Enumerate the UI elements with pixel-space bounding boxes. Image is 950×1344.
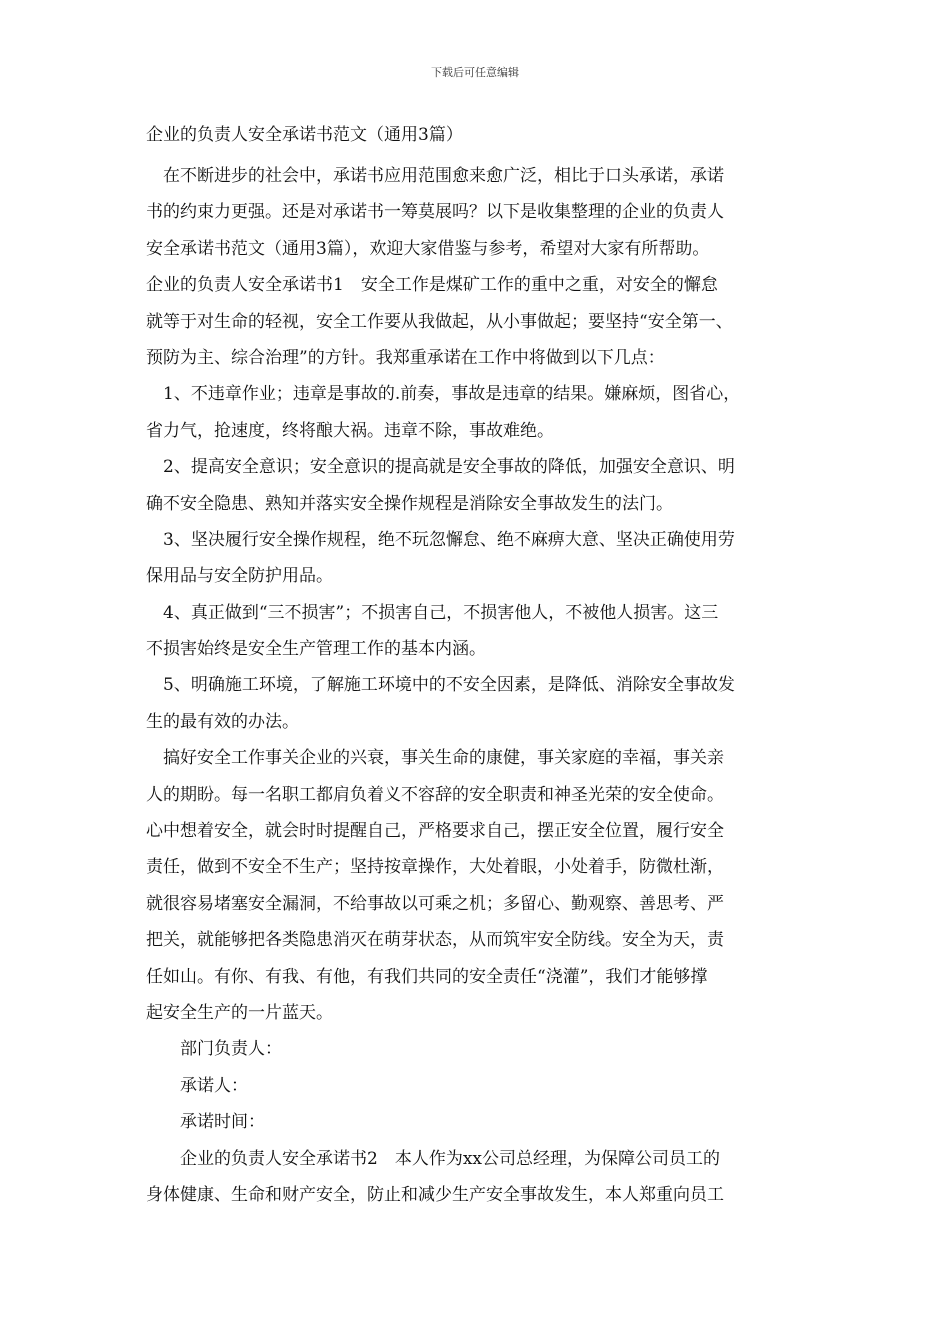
paragraph-line: 就很容易堵塞安全漏洞，不给事故以可乘之机；多留心、勤观察、善思考、严 <box>146 893 724 914</box>
list-item-line: 3、坚决履行安全操作规程，绝不玩忽懈怠、绝不麻痹大意、坚决正确使用劳 <box>163 529 735 550</box>
signature-date-label: 承诺时间： <box>180 1112 265 1133</box>
paragraph-line: 把关，就能够把各类隐患消灭在萌芽状态，从而筑牢安全防线。安全为天，责 <box>146 930 724 951</box>
paragraph-line: 就等于对生命的轻视，安全工作要从我做起，从小事做起；要坚持“安全第一、 <box>146 311 733 332</box>
paragraph-line: 心中想着安全，就会时时提醒自己，严格要求自己，摆正安全位置，履行安全 <box>146 821 724 842</box>
paragraph-line: 企业的负责人安全承诺书2 本人作为xx公司总经理，为保障公司员工的 <box>180 1148 720 1169</box>
page-header: 下载后可任意编辑 <box>431 66 519 79</box>
paragraph-line: 企业的负责人安全承诺书1 安全工作是煤矿工作的重中之重，对安全的懈怠 <box>146 275 718 296</box>
list-item-line: 4、真正做到“三不损害”；不损害自己，不损害他人，不被他人损害。这三 <box>163 602 719 623</box>
signature-promisor-label: 承诺人： <box>180 1075 248 1096</box>
list-item-line: 1、不违章作业；违章是事故的.前奏，事故是违章的结果。嫌麻烦，图省心， <box>163 384 741 405</box>
paragraph-line: 起安全生产的一片蓝天。 <box>146 1002 333 1023</box>
paragraph-line: 责任，做到不安全不生产；坚持按章操作，大处着眼，小处着手，防微杜渐， <box>146 857 724 878</box>
paragraph-line: 搞好安全工作事关企业的兴衰，事关生命的康健，事关家庭的幸福，事关亲 <box>163 748 724 769</box>
list-item-line: 省力气，抢速度，终将酿大祸。违章不除，事故难绝。 <box>146 420 554 441</box>
list-item-line: 2、提高安全意识；安全意识的提高就是安全事故的降低，加强安全意识、明 <box>163 457 735 478</box>
document-body <box>146 158 810 1213</box>
document-title: 企业的负责人安全承诺书范文（通用3篇） <box>146 125 463 145</box>
list-item-line: 生的最有效的办法。 <box>146 711 299 732</box>
paragraph-line: 在不断进步的社会中，承诺书应用范围愈来愈广泛，相比于口头承诺，承诺 <box>163 166 724 186</box>
list-item-line: 5、明确施工环境，了解施工环境中的不安全因素，是降低、消除安全事故发 <box>163 675 735 696</box>
paragraph-line: 安全承诺书范文（通用3篇），欢迎大家借鉴与参考，希望对大家有所帮助。 <box>146 238 710 259</box>
paragraph-line: 任如山。有你、有我、有他，有我们共同的安全责任“浇灌”，我们才能够撑 <box>146 966 708 987</box>
paragraph-line: 人的期盼。每一名职工都肩负着义不容辞的安全职责和神圣光荣的安全使命。 <box>146 784 724 805</box>
paragraph-line: 预防为主、综合治理”的方针。我郑重承诺在工作中将做到以下几点： <box>146 347 665 368</box>
signature-department-label: 部门负责人： <box>180 1039 282 1060</box>
list-item-line: 保用品与安全防护用品。 <box>146 566 333 587</box>
list-item-line: 不损害始终是安全生产管理工作的基本内涵。 <box>146 639 486 660</box>
list-item-line: 确不安全隐患、熟知并落实安全操作规程是消除安全事故发生的法门。 <box>146 493 673 514</box>
paragraph-line: 身体健康、生命和财产安全，防止和减少生产安全事故发生，本人郑重向员工 <box>146 1184 724 1205</box>
paragraph-line: 书的约束力更强。还是对承诺书一筹莫展吗？以下是收集整理的企业的负责人 <box>146 202 724 223</box>
